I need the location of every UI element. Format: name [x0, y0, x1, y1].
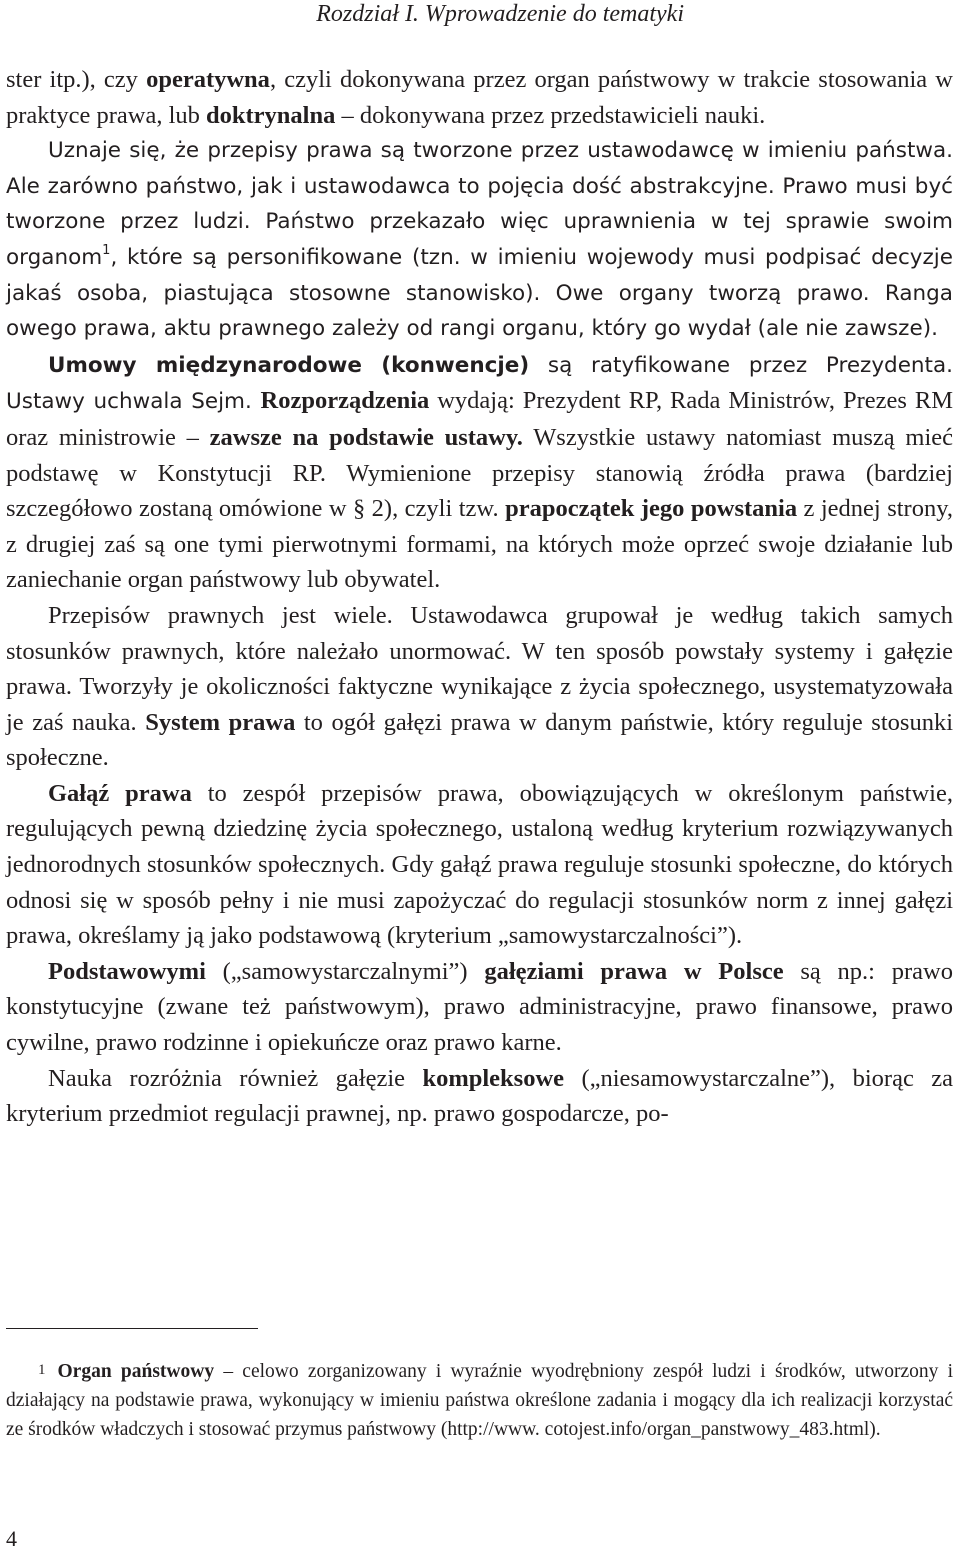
bold-term: Umowy międzynarodowe (konwencje): [48, 352, 530, 378]
bold-term: Podstawowymi: [48, 957, 206, 985]
paragraph-3: [6, 347, 953, 598]
text-span: – dokonywana przez przedstawicieli nauki.: [335, 101, 766, 129]
footnote-text: – celowo zorganizowany i wyraźnie wyodrębniony zespół ludzi i środków, utworzony i działający na podstawie prawa, wykonujący w imieniu państwa określone zadania i mogący dla ich realizacji korzystać ze środków władczych i stosować przymus państwowy (http://www. cotojest.info/organ_panstwowy_483.html).: [6, 1361, 953, 1440]
bold-term: System prawa: [145, 708, 296, 736]
text-span: , czyli dokonywana przez organ państwowy w trakcie stosowania w praktyce prawa, lub: [6, 66, 953, 129]
text-span: to zespół przepisów prawa, obowiązujących w określonym państwie, regulujących pewną dziedzinę życia społecznego, ustaloną według kryterium rozwiązywanych jednorodnych stosunków społecznych. Gdy gałąź prawa reguluje stosunki społeczne, do których odnosi się w sposób pełny i nie musi zapożyczać do regulacji stosunków norm z innej gałęzi prawa, określamy ją jako podstawową (kryterium „samowystarczalności”).: [6, 779, 953, 950]
text-span: z jednej strony, z drugiej zaś są one tymi pierwotnymi formami, na których może oprzeć swoje działanie lub zaniechanie organ państwowy lub obywatel.: [6, 495, 953, 594]
bold-term: Organ państwowy: [57, 1361, 215, 1382]
text-span: Przepisów prawnych jest wiele. Ustawodawca grupował je według takich samych stosunków prawnych, które należało unormować. W ten sposób powstały systemy i gałęzie prawa. Tworzyły je okoliczności faktyczne wynikające z życia społecznego, usystematyzowała je zaś nauka.: [6, 601, 953, 736]
paragraph-6: [6, 954, 953, 1061]
text-span: , które są personifikowane (tzn. w imieniu wojewody musi podpisać decyzje jakaś osoba, piastująca stosowne stanowisko). Owe organy tworzą prawo. Ranga owego prawa, aktu prawnego zależy od rangi organu, który go wydał (ale nie zawsze).: [6, 244, 953, 342]
text-span: Nauka rozróżnia również gałęzie: [48, 1064, 423, 1092]
bold-term: zawsze na podstawie ustawy.: [209, 423, 523, 451]
running-header: Rozdział I. Wprowadzenie do tematyki: [316, 1, 684, 27]
text-span: są ratyfikowane przez Prezydenta. Ustawy uchwala Sejm.: [6, 352, 953, 415]
text-span: są np.: prawo konstytucyjne (zwane też państwowym), prawo administracyjne, prawo finansowe, prawo cywilne, prawo rodzinne i opiekuńcze oraz prawo karne.: [6, 957, 953, 1057]
bold-term: Rozporządzenia: [260, 387, 430, 415]
page-number: 4: [6, 1526, 17, 1551]
text-span: („niesamowystarczalne”), biorąc za kryterium przedmiot regulacji prawnej, np. prawo gospodarcze, po-: [6, 1064, 954, 1128]
bold-term: kompleksowe: [422, 1064, 565, 1092]
main-text: [6, 62, 953, 1132]
text-span: to ogół gałęzi prawa w danym państwie, który reguluje stosunki społeczne.: [6, 708, 953, 772]
paragraph-5: [6, 776, 953, 954]
bold-term: doktrynalna: [206, 101, 336, 129]
text-span: Wszystkie ustawy natomiast muszą mieć podstawę w Konstytucji RP. Wymienione przepisy stanowią źródła prawa (bardziej szczegółowo zostaną omówione w § 2), czyli tzw.: [6, 423, 954, 523]
bold-term: gałęziami prawa w Polsce: [484, 957, 784, 985]
bold-term: operatywna: [146, 66, 270, 93]
bold-term: prapoczątek jego powstania: [505, 495, 798, 523]
footnote-reference: 1: [102, 242, 111, 258]
paragraph-7: [6, 1061, 953, 1132]
text-span: wydają: Prezydent RP, Rada Ministrów, Prezes RM oraz ministrowie –: [6, 387, 953, 451]
paragraph-2: [6, 133, 953, 347]
bold-term: Gałąź prawa: [48, 779, 192, 807]
text-span: ster itp.), czy: [6, 66, 147, 93]
footnote-number: 1: [38, 1362, 46, 1378]
footnote-divider: [6, 1328, 258, 1329]
footnote: [6, 1356, 953, 1444]
text-span: („samowystarczalnymi”): [205, 957, 485, 985]
text-span: Uznaje się, że przepisy prawa są tworzone przez ustawodawcę w imieniu państwa. Ale zarówno państwo, jak i ustawodawca to pojęcia dość abstrakcyjne. Prawo musi być tworzone przez ludzi. Państwo przekazało więc uprawnienia w tej sprawie swoim organom: [6, 138, 953, 270]
paragraph-4: [6, 598, 953, 776]
paragraph-1: [6, 62, 953, 133]
